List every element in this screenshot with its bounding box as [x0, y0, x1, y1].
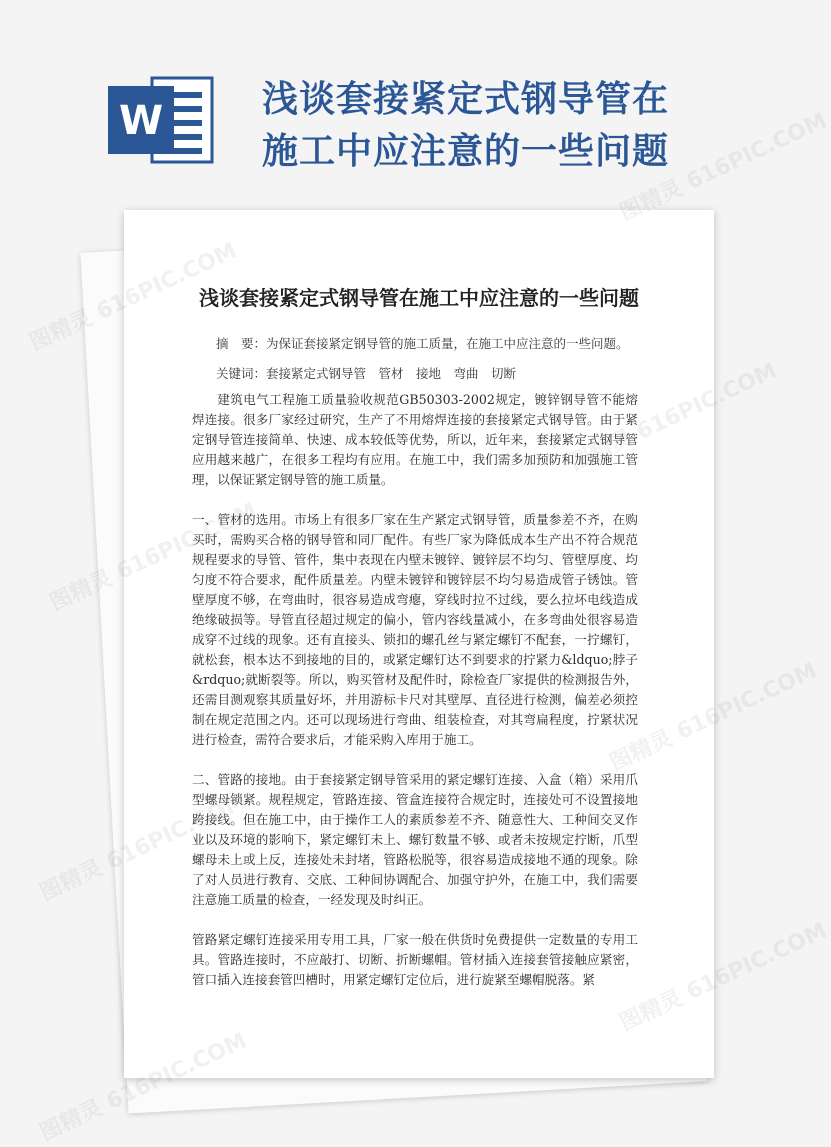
abstract-line: 摘 要：为保证套接紧定钢导管的施工质量，在施工中应注意的一些问题。	[216, 336, 629, 351]
watermark-text: 图精灵 616PIC.COM	[616, 108, 831, 227]
paragraph-section-1: 一、管材的选用。市场上有很多厂家在生产紧定式钢导管，质量参差不齐，在购买时，需购买合格的钢导管和同厂配件。有些厂家为降低成本生产出不符合规范规程要求的导管、管件，集中表现在内壁未镀锌、镀锌层不均匀、管壁厚度、均匀度不符合要求，配件质量差。内壁未镀锌和镀锌层不均匀易造成管子锈蚀。管壁厚度不够，在弯曲时，很容易造成弯瘪，穿线时拉不过线，要么拉坏电线造成绝缘破损等。导管直径超过规定的偏小，管内容线量减小，在多弯曲处很容易造成穿不过线的现象。还有直接头、锁扣的螺孔丝与紧定螺钉不配套，一拧螺钉，就松套，根本达不到接地的目的，或紧定螺钉达不到要求的拧紧力&ldquo;脖子&rdquo;就断裂等。所以，购买管材及配件时，除检查厂家提供的检测报告外，还需目测观察其质量好坏，并用游标卡尺对其壁厚、直径进行检测，偏差必须控制在规定范围之内。还可以现场进行弯曲、组装检查，对其弯扁程度，拧紧状况进行检查，需符合要求后，才能采购入库用于施工。	[192, 512, 638, 747]
word-document-icon	[108, 70, 216, 170]
watermark-text: 图精灵	[26, 305, 97, 357]
paragraph-section-2-cont: 管路紧定螺钉连接采用专用工具，厂家一般在供货时免费提供一定数量的专用工具。管路连接时，不应敲打、切断、折断螺帽。管材插入连接套管接触应紧密，管口插入连接套管凹槽时，用紧定螺钉定位后，进行旋紧至螺帽脱落。紧	[192, 932, 638, 987]
watermark-text: 616PIC.COM	[672, 658, 821, 746]
document-page	[124, 210, 714, 1078]
doc-title: 浅谈套接紧定式钢导管在施工中应注意的一些问题	[199, 286, 639, 310]
paragraph-section-2: 二、管路的接地。由于套接紧定钢导管采用的紧定螺钉连接、入盒（箱）采用爪型螺母锁紧。规程规定，管路连接、管盒连接符合规定时，连接处可不设置接地跨接线。但在施工中，由于操作工人的素质参差不齐、随意性大、工种间交叉作业以及环境的影响下，紧定螺钉未上、螺钉数量不够、或者未按规定拧断，爪型螺母未上或上反，连接处未封堵，管路松脱等，很容易造成接地不通的现象。除了对人员进行教育、交底、工种间协调配合、加强守护外，在施工中，我们需要注意施工质量的检查，一经发现及时纠正。	[192, 772, 638, 907]
document-header	[0, 0, 800, 200]
body-text	[192, 390, 638, 1010]
watermark-text: 图精灵 616PIC.COM	[616, 918, 831, 1037]
watermark-text: 图精灵	[46, 565, 117, 617]
paragraph-intro: 建筑电气工程施工质量验收规范GB50303-2002规定，镀锌钢导管不能熔焊连接。很多厂家经过研究，生产了不用熔焊连接的套接紧定式钢导管。由于紧定钢导管连接简单、快速、成本较低等优势，所以，近年来，套接紧定式钢导管应用越来越广，在很多工程均有应用。在施工中，我们需多加预防和加强施工管理，以保证紧定钢导管的施工质量。	[192, 392, 638, 487]
keywords-line: 关键词：套接紧定式钢导管 管材 接地 弯曲 切断	[216, 366, 517, 381]
watermark-text: 图精灵	[36, 855, 107, 907]
header-title: 浅谈套接紧定式钢导管在施工中应注意的一些问题	[262, 79, 670, 172]
word-letter: W	[118, 98, 164, 144]
watermark-text: 图精灵	[36, 1095, 107, 1147]
